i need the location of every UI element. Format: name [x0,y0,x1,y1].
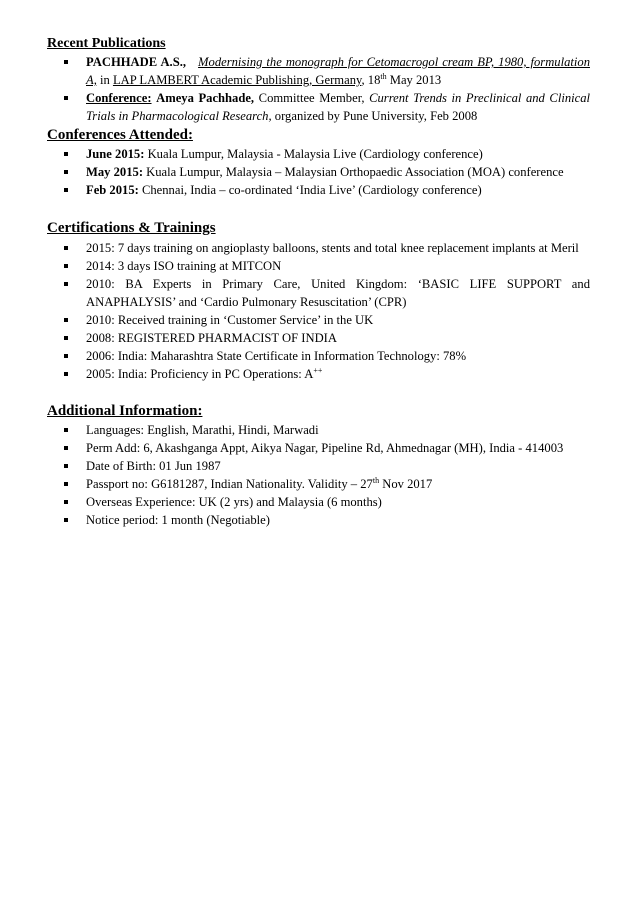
date-of-birth-text: Date of Birth: 01 Jun 1987 [86,459,221,473]
languages-text: Languages: English, Marathi, Hindi, Marwadi [86,423,319,437]
address-text: Perm Add: 6, Akashganga Appt, Aikya Nagar, Pipeline Rd, Ahmednagar (MH), India - 414003 [86,441,564,455]
section-heading-certifications: Certifications & Trainings [47,220,216,236]
bullet-icon [64,282,68,286]
list-item [62,493,590,511]
bullet-icon [64,246,68,250]
conference-detail: Kuala Lumpur, Malaysia – Malaysian Orthopaedic Association (MOA) conference [143,165,564,179]
conference-date: Feb 2015: [86,183,139,197]
overseas-experience-text: Overseas Experience: UK (2 yrs) and Malaysia (6 months) [86,495,382,509]
list-item [62,365,590,383]
conference-date: June 2015: [86,147,145,161]
publication-date-day: , 18 [361,73,381,87]
list-item [62,145,590,163]
bullet-icon [64,464,68,468]
list-item [62,329,590,347]
conference-date: May 2015: [86,165,144,179]
list-item [62,439,590,457]
list-item [62,181,590,199]
certification-text: 2008: REGISTERED PHARMACIST OF INDIA [86,331,337,345]
bullet-icon [64,354,68,358]
bullet-icon [64,428,68,432]
bullet-icon [64,188,68,192]
conference-title: Current Trends in Preclinical and Clinical Trials in Pharmacological Research, [86,91,591,123]
bullet-icon [64,446,68,450]
list-item [62,53,590,89]
list-item [62,163,590,181]
bullet-icon [64,318,68,322]
publication-date-rest: May 2013 [386,73,442,87]
certification-text: 2010: BA Experts in Primary Care, United Kingdom: ‘BASIC LIFE SUPPORT and ANAPHALYSIS’ and ‘Cardio Pulmonary Resuscitation’ (CPR) [86,277,590,309]
list-item [62,457,590,475]
certification-text: 2014: 3 days ISO training at MITCON [86,259,282,273]
conference-detail: Kuala Lumpur, Malaysia - Malaysia Live (Cardiology conference) [144,147,483,161]
passport-date-suffix: th [372,476,380,485]
bullet-icon [64,264,68,268]
list-item [62,311,590,329]
list-item [62,239,590,257]
publisher-name: LAP LAMBERT Academic Publishing, Germany [112,73,362,87]
passport-text: Passport no: G6181287, Indian Nationality. Validity – 27 [86,477,373,491]
list-item [62,347,590,365]
bullet-icon [64,482,68,486]
list-item [62,275,590,311]
list-item [62,511,590,529]
bullet-icon [64,60,68,64]
publication-title: Modernising the monograph for Cetomacrogol cream BP, 1980, formulation A, [86,55,590,87]
section-heading-recent-publications: Recent Publications [47,36,166,51]
list-item [62,475,590,493]
bullet-icon [64,336,68,340]
conference-role: Committee Member, [254,91,370,105]
conference-organizer: organized by Pune University, Feb 2008 [271,109,478,123]
publication-in-text: in [96,73,113,87]
list-item [62,89,590,125]
bullet-icon [64,96,68,100]
bullet-icon [64,500,68,504]
list-item [62,421,590,439]
certifications-list [62,239,590,383]
certification-text: 2015: 7 days training on angioplasty balloons, stents and total knee replacement implants at Meril [86,241,579,255]
conferences-list [62,145,590,199]
section-heading-additional-information: Additional Information: [47,403,203,419]
conference-detail: Chennai, India – co-ordinated ‘India Live’ (Cardiology conference) [138,183,482,197]
publication-date-suffix: th [380,72,387,81]
list-item [62,257,590,275]
bullet-icon [64,518,68,522]
grade-superscript: ++ [313,366,323,375]
certification-text: 2005: India: Proficiency in PC Operations: A [86,367,314,381]
author-name: PACHHADE A.S., [86,55,186,69]
conference-presenter: Ameya Pachhade, [156,91,255,105]
certification-text: 2010: Received training in ‘Customer Service’ in the UK [86,313,374,327]
bullet-icon [64,170,68,174]
publications-list [62,53,590,125]
bullet-icon [64,372,68,376]
certification-text: 2006: India: Maharashtra State Certificate in Information Technology: 78% [86,349,467,363]
passport-date-rest: Nov 2017 [379,477,433,491]
bullet-icon [64,152,68,156]
notice-period-text: Notice period: 1 month (Negotiable) [86,513,270,527]
section-heading-conferences: Conferences Attended: [47,127,193,143]
additional-info-list [62,421,590,529]
conference-label: Conference: [86,91,152,105]
